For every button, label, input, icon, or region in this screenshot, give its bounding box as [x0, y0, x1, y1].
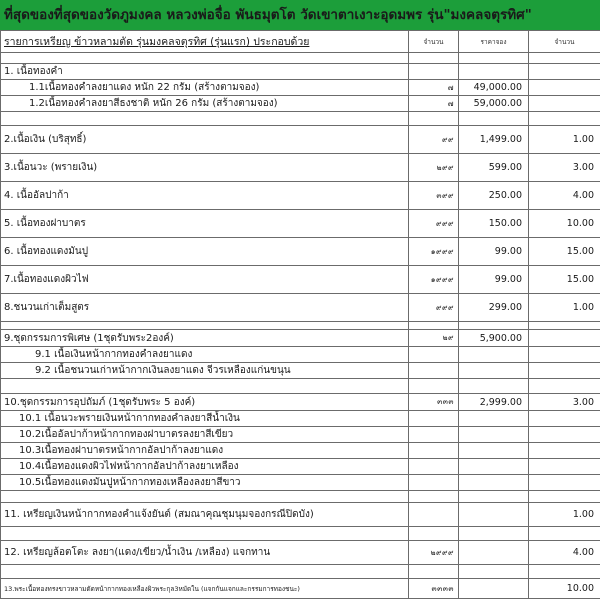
- row-label: 12. เหรียญล้อตโตะ ลงยา(แดง/เขียว/น้ำเงิน /เหลือง) แจกทาน: [1, 541, 409, 565]
- row-label: 7.เนื้อทองแดงผิวไฟ: [1, 266, 409, 294]
- table-row: [1, 579, 600, 599]
- table-row: [1, 80, 600, 96]
- price-table: [0, 30, 600, 599]
- table-row: [1, 266, 600, 294]
- table-row: [1, 459, 600, 475]
- table-row: [1, 411, 600, 427]
- row-label: 13.พระเนื้อทองทรงขาวหลามตัดหน้ากากทองเหลืองผิวพระกุล3หมัดใน (แจกกันแจกและกรรมการทองชนะ): [1, 579, 409, 599]
- row-price: 250.00: [459, 182, 529, 210]
- row-qty: ๑๙๙๙: [409, 266, 459, 294]
- row-label: 4. เนื้ออัลปาก้า: [1, 182, 409, 210]
- table-row: [1, 182, 600, 210]
- row-label: 10.2เนื้ออัลปาก้าหน้ากากทองฝาบาตรลงยาสีเขียว: [1, 427, 409, 443]
- table-row: [1, 64, 600, 80]
- header-qty: จำนวน: [409, 31, 459, 53]
- row-label: 10.4เนื้อทองแดงผิวไฟหน้ากากอัลปาก้าลงยาเหลือง: [1, 459, 409, 475]
- header-row: [1, 31, 600, 53]
- row-count: 3.00: [529, 154, 600, 182]
- table-row: [1, 126, 600, 154]
- header-label: รายการเหรียญ ข้าวหลามตัด รุ่นมงคลจตุรทิศ (รุ่นแรก) ประกอบด้วย: [1, 31, 409, 53]
- row-label: 1.1เนื้อทองคำลงยาแดง หนัก 22 กรัม (สร้างตามจอง): [1, 80, 409, 96]
- table-row: [1, 394, 600, 411]
- row-qty: ๒๙: [409, 330, 459, 347]
- row-count: 1.00: [529, 294, 600, 322]
- row-qty: ๓๓๓: [409, 394, 459, 411]
- header-price: ราคาจอง: [459, 31, 529, 53]
- row-label: 9.2 เนื้อชนวนเก่าหน้ากากเงินลงยาแดง จีวรเหลืองแก่นขนุน: [1, 363, 409, 379]
- row-price: 2,999.00: [459, 394, 529, 411]
- row-qty: ๒๙๙: [409, 154, 459, 182]
- row-qty: ๒๙๙๙: [409, 541, 459, 565]
- row-price: 599.00: [459, 154, 529, 182]
- row-label: 5. เนื้อทองฝาบาตร: [1, 210, 409, 238]
- row-price: 150.00: [459, 210, 529, 238]
- table-row: [1, 475, 600, 491]
- row-qty: ๗: [409, 80, 459, 96]
- row-price: 99.00: [459, 238, 529, 266]
- row-label: 10.ชุดกรรมการอุปถัมภ์ (1ชุดรับพระ 5 องค์): [1, 394, 409, 411]
- row-label: 3.เนื้อนวะ (พรายเงิน): [1, 154, 409, 182]
- row-qty: ๙๙๙: [409, 294, 459, 322]
- table-row: [1, 154, 600, 182]
- row-label: 10.5เนื้อทองแดงมันปูหน้ากากทองเหลืองลงยาสีขาว: [1, 475, 409, 491]
- row-label: 10.1 เนื้อนวะพรายเงินหน้ากากทองคำลงยาสีน้ำเงิน: [1, 411, 409, 427]
- row-count: 10.00: [529, 210, 600, 238]
- table-row: [1, 541, 600, 565]
- row-count: 1.00: [529, 503, 600, 527]
- row-label: 1.2เนื้อทองคำลงยาสีธงชาติ หนัก 26 กรัม (สร้างตามจอง): [1, 96, 409, 112]
- row-count: 4.00: [529, 541, 600, 565]
- row-qty: ๗: [409, 96, 459, 112]
- table-row: [1, 294, 600, 322]
- row-price: 5,900.00: [459, 330, 529, 347]
- table-row: [1, 443, 600, 459]
- row-count: 1.00: [529, 126, 600, 154]
- header-count: จำนวน: [529, 31, 600, 53]
- row-count: 15.00: [529, 266, 600, 294]
- row-label: 9.ชุดกรรมการพิเศษ (1ชุดรับพระ2องค์): [1, 330, 409, 347]
- row-label: 8.ชนวนเก่าเต็มสูตร: [1, 294, 409, 322]
- row-label: 11. เหรียญเงินหน้ากากทองคำแจ้งยันต์ (สมณาคุณชุมนุมจองกรณีปิดบัง): [1, 503, 409, 527]
- table-row: [1, 503, 600, 527]
- table-row: [1, 238, 600, 266]
- row-qty: ๓๓๓๓: [409, 579, 459, 599]
- row-price: 99.00: [459, 266, 529, 294]
- table-row: [1, 330, 600, 347]
- table-row: [1, 363, 600, 379]
- row-qty: ๑๙๙๙: [409, 238, 459, 266]
- row-price: 299.00: [459, 294, 529, 322]
- row-count: 10.00: [529, 579, 600, 599]
- row-label: 6. เนื้อทองแดงมันปู: [1, 238, 409, 266]
- row-label: 9.1 เนื้อเงินหน้ากากทองคำลงยาแดง: [1, 347, 409, 363]
- row-qty: ๙๙๙: [409, 210, 459, 238]
- table-row: [1, 427, 600, 443]
- table-row: [1, 210, 600, 238]
- row-count: 3.00: [529, 394, 600, 411]
- sheet-title: ที่สุดของที่สุดของวัดภูมงคล หลวงพ่อจื่อ พันธมุตโต วัดเขาตาเงาะอุดมพร รุ่น"มงคลจตุรทิศ": [0, 0, 600, 30]
- row-label: 10.3เนื้อทองฝาบาตรหน้ากากอัลปาก้าลงยาแดง: [1, 443, 409, 459]
- table-row: [1, 347, 600, 363]
- row-price: 59,000.00: [459, 96, 529, 112]
- row-price: 49,000.00: [459, 80, 529, 96]
- row-qty: ๓๙๙: [409, 182, 459, 210]
- table-row: [1, 96, 600, 112]
- row-count: 4.00: [529, 182, 600, 210]
- row-qty: ๙๙: [409, 126, 459, 154]
- row-label: 1. เนื้อทองคำ: [1, 64, 409, 80]
- row-price: 1,499.00: [459, 126, 529, 154]
- row-count: 15.00: [529, 238, 600, 266]
- row-label: 2.เนื้อเงิน (บริสุทธิ์): [1, 126, 409, 154]
